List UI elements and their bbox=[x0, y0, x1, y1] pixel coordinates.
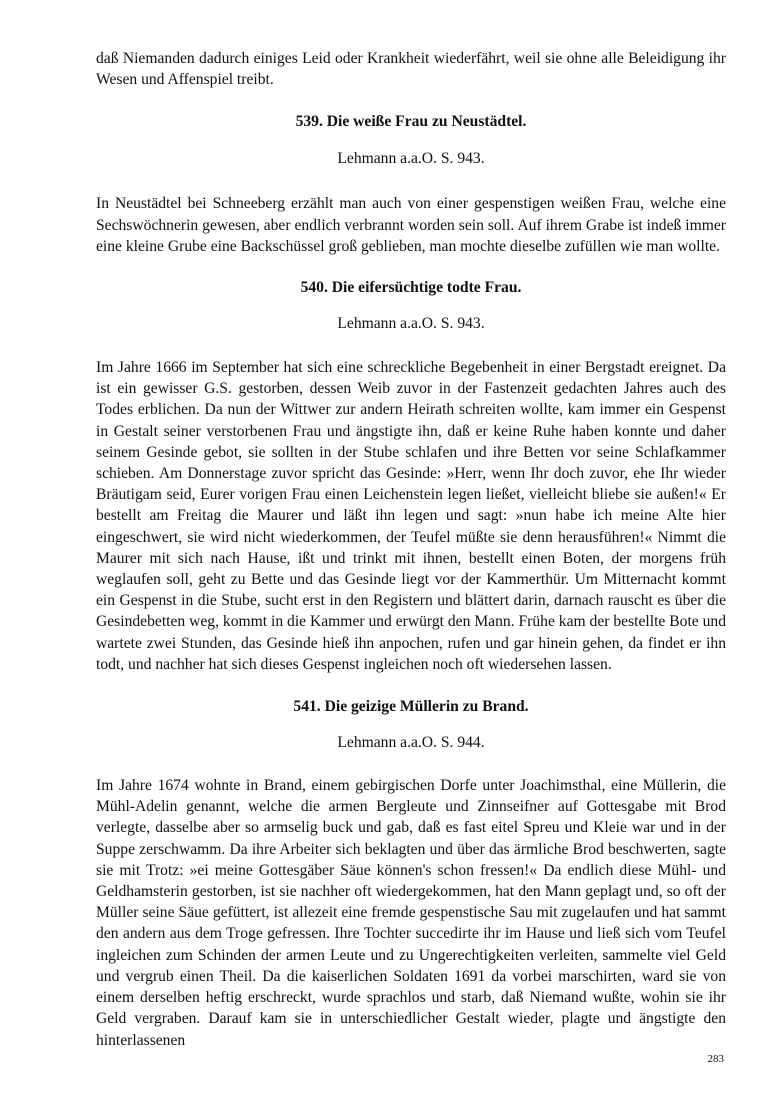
section-540-title: 540. Die eifersüchtige todte Frau. bbox=[300, 279, 522, 297]
section-541-title: 541. Die geizige Müllerin zu Brand. bbox=[293, 698, 529, 716]
page-content bbox=[96, 48, 726, 1051]
section-539-title: 539. Die weiße Frau zu Neustädtel. bbox=[295, 113, 527, 131]
section-540-source: Lehmann a.a.O. S. 943. bbox=[337, 315, 485, 333]
section-541-text: Im Jahre 1674 wohnte in Brand, einem gebirgischen Dorfe unter Joachimsthal, eine Müllerin, die Mühl-Adelin genannt, welche die armen Bergleute und Zinnseifner auf Gottesgabe mit Brod verlegte, dasselbe aber so armselig buck und gab, daß es fast eitel Spreu und Kleie war und in der Suppe zerschwamm. Da ihre Arbeiter sich beklagten und über das ärmliche Brod beschwerten, sagte sie mit Trotz: »ei meine Gottesgäber Säue können's schon fressen!« Da endlich diese Mühl- und Geldhamsterin gestorben, ist sie nachher oft wiedergekommen, hat den Mann geplagt und, so oft der Müller seine Säue gefüttert, ist allezeit eine fremde gespenstische Sau mit zugelaufen und hat sammt den andern aus dem Troge gefressen. Ihre Tochter succedirte ihr im Hause und ließ sich vom Teufel ingleichen zum Schinden der armen Leute und zu Ungerechtigkeiten verleiten, sammelte viel Geld und vergrub einen Theil. Da die kaiserlichen Soldaten 1691 da vorbei marschirten, ward sie von einem derselben heftig erschreckt, wurde sprachlos und starb, daß Niemand wußte, wohin sie ihr Geld vergraben. Darauf kam sie in unterschiedlicher Gestalt wieder, plagte und ängstigte den hinterlassenen bbox=[96, 777, 726, 1049]
section-541-source: Lehmann a.a.O. S. 944. bbox=[337, 734, 485, 752]
section-539-source: Lehmann a.a.O. S. 943. bbox=[337, 150, 485, 168]
section-539-text: In Neustädtel bei Schneeberg erzählt man auch von einer gespenstigen weißen Frau, welche eine Sechswöchnerin gewesen, aber endlich verbrannt worden sein soll. Auf ihrem Grabe ist indeß immer eine kleine Grube eine Backschüssel groß geblieben, man mochte dieselbe zufüllen wie man wollte. bbox=[96, 195, 726, 255]
page-number: 283 bbox=[707, 1053, 724, 1065]
intro-paragraph: daß Niemanden dadurch einiges Leid oder Krankheit wiederfährt, weil sie ohne alle Beleidigung ihr Wesen und Affenspiel treibt. bbox=[96, 50, 726, 89]
section-540-text: Im Jahre 1666 im September hat sich eine schreckliche Begebenheit in einer Bergstadt ereignet. Da ist ein gewisser G.S. gestorben, dessen Weib zuvor in der Fastenzeit gedachten Jahres auch des Todes erblichen. Da nun der Wittwer zur andern Heirath schreiten wollte, kam immer ein Gespenst in Gestalt seiner verstorbenen Frau und ängstigte ihn, daß er keine Ruhe haben konnte und daher seinem Gesinde gebot, sie sollten in der Stube schlafen und ihre Betten vor seine Schlafkammer schieben. Am Donnerstage zuvor spricht das Gesinde: »Herr, wenn Ihr doch zuvor, ehe Ihr wieder Bräutigam seid, Eurer vorigen Frau einen Leichenstein legen ließet, vielleicht bliebe sie außen!« Er bestellt am Freitag die Maurer und läßt ihn legen und sagt: »nun habe ich meine Alte hier eingeschwert, sie wird nicht wiederkommen, der Teufel müßte sie denn herausführen!« Nimmt die Maurer mit sich nach Hause, ißt und trinkt mit ihnen, bestellt einen Boten, der morgens früh weglaufen soll, geht zu Bette und das Gesinde liegt vor der Kammerthür. Um Mitternacht kommt ein Gespenst in die Stube, sucht erst in den Registern und blättert darin, darnach rauscht es über die Gesindebetten weg, kommt in die Kammer und erwürgt den Mann. Frühe kam der bestellte Bote und wartete zwei Stunden, das Gesinde hieß ihn anpochen, rufen und gar hinein gehen, da findet er ihn todt, und nachher hat sich dieses Gespenst ingleichen noch oft wiedersehen lassen. bbox=[96, 359, 726, 673]
